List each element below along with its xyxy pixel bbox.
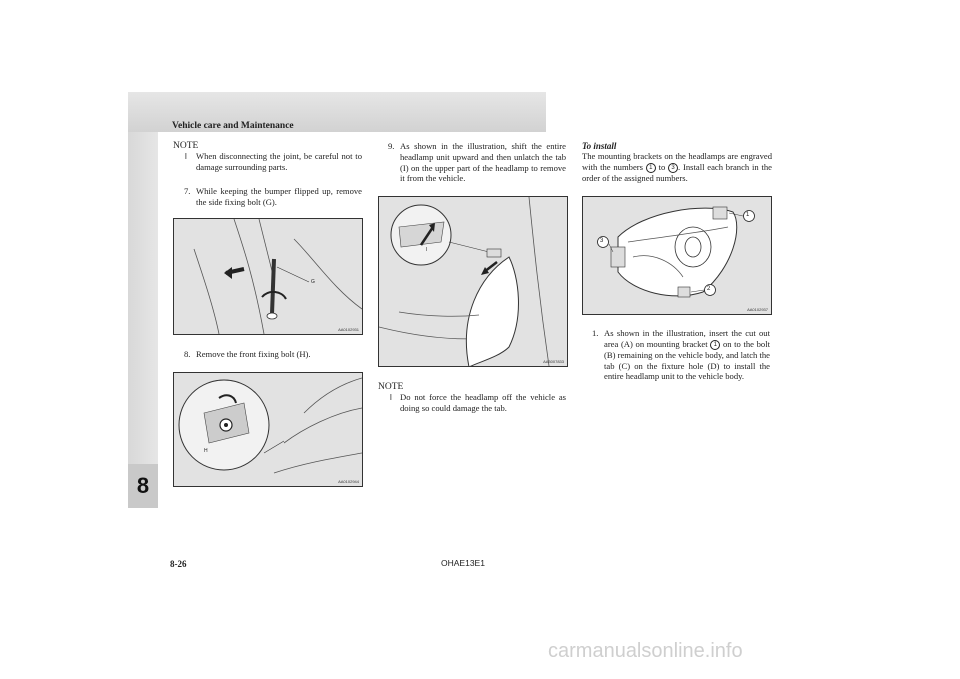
figure-code: AA0102944 xyxy=(338,479,359,484)
step-text: Remove the front fixing bolt (H). xyxy=(196,349,311,359)
figure-code: AA0102931 xyxy=(338,327,359,332)
watermark: carmanualsonline.info xyxy=(548,640,743,662)
figure-label-3: 3 xyxy=(600,238,604,244)
step-number: 8. xyxy=(184,349,191,359)
number-1-icon: 1 xyxy=(646,163,656,173)
subheading: To install xyxy=(582,141,617,151)
illustration-headlamp-brackets xyxy=(583,197,771,314)
figure-label: G xyxy=(311,279,315,285)
figure-front-bolt xyxy=(173,372,363,487)
step-text-part: As shown in the illustration, insert the cut out area (A) on mounting bracket xyxy=(604,328,770,349)
chapter-tab: 8 xyxy=(128,464,158,508)
figure-label-2: 2 xyxy=(707,286,711,292)
note-label: NOTE xyxy=(378,382,404,392)
intro-text-part: . Install each branch in the order of the assigned numbers. xyxy=(582,161,772,183)
figure-code: AA3007833 xyxy=(543,359,564,364)
figure-side-bolt xyxy=(173,218,363,335)
figure-label: H xyxy=(204,448,208,454)
step-number: 9. xyxy=(388,141,395,151)
intro-text-to: to xyxy=(658,161,666,172)
number-3-icon: 3 xyxy=(668,163,678,173)
bullet-icon: l xyxy=(390,393,392,402)
illustration-side-bolt xyxy=(174,219,362,334)
figure-label: I xyxy=(426,247,428,253)
intro-text xyxy=(582,151,772,184)
illustration-headlamp-removal xyxy=(379,197,567,366)
page-number: 8-26 xyxy=(170,559,187,569)
note-text: When disconnecting the joint, be careful not to damage surrounding parts. xyxy=(196,151,362,172)
step-number: 1. xyxy=(592,328,599,338)
step-text: As shown in the illustration, shift the entire headlamp unit upward and then unlatch the tab (I) on the upper part of the headlamp to remove it from the vehicle. xyxy=(400,141,566,184)
step-number: 7. xyxy=(184,186,191,196)
document-code: OHAE13E1 xyxy=(441,558,485,568)
step-text: While keeping the bumper flipped up, remove the side fixing bolt (G). xyxy=(196,186,362,207)
figure-headlamp-brackets xyxy=(582,196,772,315)
figure-label-1: 1 xyxy=(746,212,750,218)
side-band xyxy=(128,132,158,464)
number-1-icon: 1 xyxy=(710,340,720,350)
intro-text-part: The mounting brackets on the headlamps are engraved with the numbers xyxy=(582,151,772,172)
step-text xyxy=(604,328,770,382)
note-text: Do not force the headlamp off the vehicle as doing so could damage the tab. xyxy=(400,392,566,413)
illustration-front-bolt xyxy=(174,373,362,486)
page-header-title: Vehicle care and Maintenance xyxy=(172,121,294,131)
step-text-part: on to the bolt (B) remaining on the vehicle body, and latch the tab (C) on the fixture hole (D) to install the entire headlamp unit to the vehicle body. xyxy=(604,338,771,382)
figure-code: AA0102937 xyxy=(747,307,768,312)
bullet-icon: l xyxy=(185,152,187,161)
note-label: NOTE xyxy=(173,141,199,151)
figure-headlamp-removal xyxy=(378,196,568,367)
